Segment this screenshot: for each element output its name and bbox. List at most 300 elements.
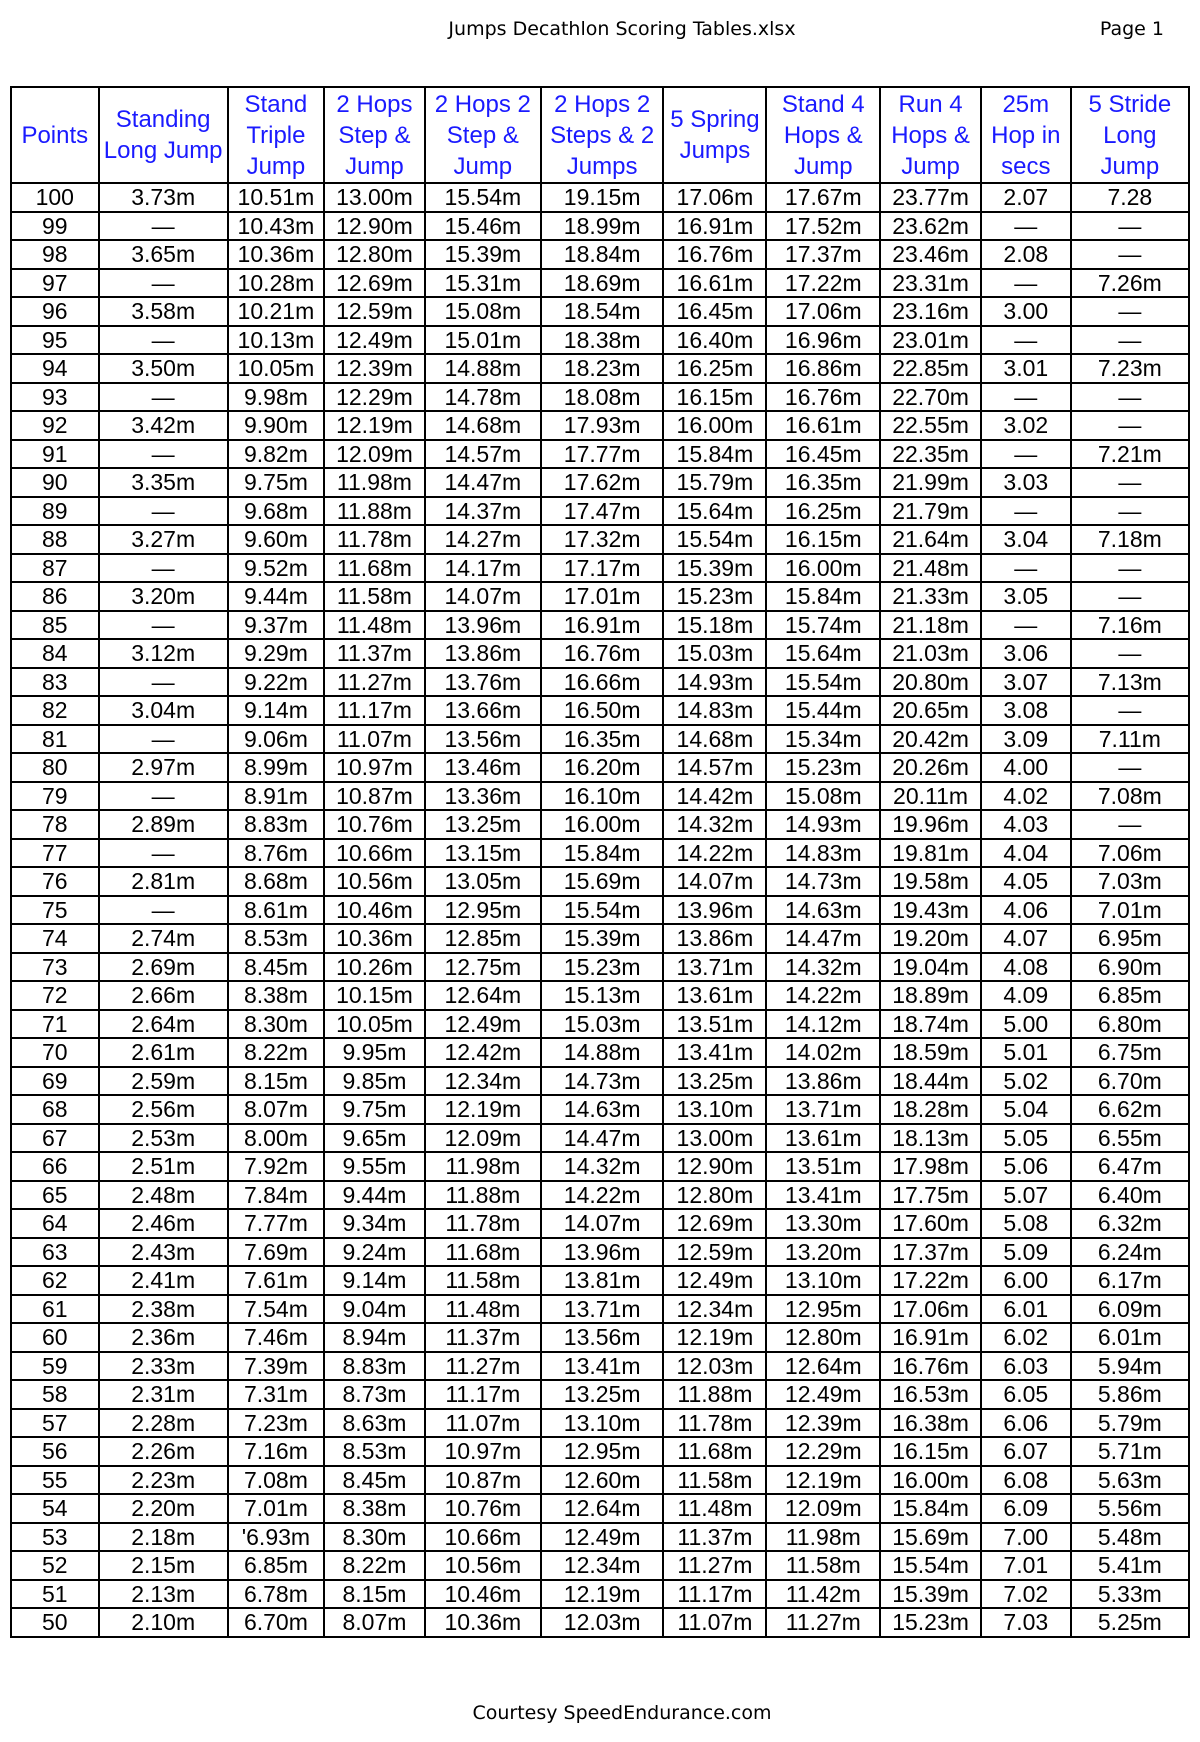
table-cell: 12.85m: [425, 924, 541, 953]
table-row: [11, 1323, 1189, 1352]
table-cell: 15.08m: [766, 782, 880, 811]
table-cell: 7.92m: [228, 1152, 324, 1181]
table-cell: 22.85m: [880, 354, 981, 383]
table-cell: 17.37m: [766, 240, 880, 269]
table-cell: 16.00m: [541, 810, 664, 839]
table-cell: 10.66m: [324, 839, 425, 868]
table-cell: 17.77m: [541, 440, 664, 469]
table-cell: 7.02: [981, 1580, 1071, 1609]
table-row: [11, 183, 1189, 212]
table-cell: 12.42m: [425, 1038, 541, 1067]
table-cell: 16.38m: [880, 1409, 981, 1438]
table-cell: 12.75m: [425, 953, 541, 982]
table-cell: 14.42m: [663, 782, 766, 811]
table-cell: 10.26m: [324, 953, 425, 982]
points-cell: 88: [11, 525, 99, 554]
table-cell: 8.22m: [324, 1551, 425, 1580]
table-cell: 12.49m: [324, 326, 425, 355]
table-cell: 12.29m: [324, 383, 425, 412]
table-cell: 4.09: [981, 981, 1071, 1010]
table-cell: 14.47m: [766, 924, 880, 953]
table-cell: 16.15m: [766, 525, 880, 554]
table-cell: 13.25m: [541, 1380, 664, 1409]
table-cell: 14.63m: [766, 896, 880, 925]
table-cell: 20.42m: [880, 725, 981, 754]
table-cell: 13.71m: [766, 1095, 880, 1124]
table-cell: 9.65m: [324, 1124, 425, 1153]
table-cell: 3.58m: [99, 297, 228, 326]
table-cell: 11.17m: [324, 696, 425, 725]
table-cell: 7.61m: [228, 1266, 324, 1295]
table-cell: 7.03m: [1071, 867, 1189, 896]
table-cell: 16.00m: [766, 554, 880, 583]
table-cell: 5.79m: [1071, 1409, 1189, 1438]
table-cell: 2.46m: [99, 1209, 228, 1238]
table-cell: 6.40m: [1071, 1181, 1189, 1210]
table-cell: 6.06: [981, 1409, 1071, 1438]
table-cell: 12.90m: [663, 1152, 766, 1181]
table-cell: 14.83m: [766, 839, 880, 868]
table-row: [11, 326, 1189, 355]
table-cell: 12.29m: [766, 1437, 880, 1466]
table-cell: 13.51m: [663, 1010, 766, 1039]
table-cell: —: [99, 611, 228, 640]
points-cell: 89: [11, 497, 99, 526]
table-cell: —: [981, 611, 1071, 640]
table-cell: 6.32m: [1071, 1209, 1189, 1238]
points-cell: 87: [11, 554, 99, 583]
table-cell: 23.77m: [880, 183, 981, 212]
table-cell: 19.81m: [880, 839, 981, 868]
table-cell: 6.95m: [1071, 924, 1189, 953]
table-cell: 8.15m: [324, 1580, 425, 1609]
table-cell: 5.07: [981, 1181, 1071, 1210]
table-cell: 8.68m: [228, 867, 324, 896]
table-cell: 13.71m: [541, 1295, 664, 1324]
table-cell: 18.59m: [880, 1038, 981, 1067]
table-cell: 8.73m: [324, 1380, 425, 1409]
table-cell: 9.29m: [228, 639, 324, 668]
table-cell: 5.02: [981, 1067, 1071, 1096]
table-cell: 6.85m: [1071, 981, 1189, 1010]
table-cell: 17.47m: [541, 497, 664, 526]
table-row: [11, 1238, 1189, 1267]
table-cell: 15.64m: [663, 497, 766, 526]
table-cell: —: [1071, 753, 1189, 782]
table-cell: 4.02: [981, 782, 1071, 811]
table-cell: 16.61m: [766, 411, 880, 440]
column-header: 5 Spring Jumps: [663, 87, 766, 183]
table-row: [11, 782, 1189, 811]
table-cell: 8.53m: [228, 924, 324, 953]
table-cell: 4.06: [981, 896, 1071, 925]
table-cell: 14.17m: [425, 554, 541, 583]
scoring-table: [10, 86, 1190, 1638]
table-cell: 5.25m: [1071, 1608, 1189, 1637]
table-cell: 14.57m: [663, 753, 766, 782]
table-cell: 11.37m: [425, 1323, 541, 1352]
table-cell: —: [981, 212, 1071, 241]
table-cell: 3.02: [981, 411, 1071, 440]
table-row: [11, 1352, 1189, 1381]
table-cell: 15.08m: [425, 297, 541, 326]
table-cell: 12.09m: [324, 440, 425, 469]
table-cell: 13.41m: [541, 1352, 664, 1381]
table-row: [11, 639, 1189, 668]
table-cell: 14.37m: [425, 497, 541, 526]
table-cell: 17.06m: [880, 1295, 981, 1324]
table-cell: 3.35m: [99, 468, 228, 497]
table-cell: 6.90m: [1071, 953, 1189, 982]
table-cell: 15.84m: [541, 839, 664, 868]
table-cell: 5.86m: [1071, 1380, 1189, 1409]
table-cell: 10.46m: [425, 1580, 541, 1609]
table-cell: 16.25m: [663, 354, 766, 383]
table-row: [11, 896, 1189, 925]
table-cell: 13.86m: [663, 924, 766, 953]
table-cell: 11.68m: [324, 554, 425, 583]
points-cell: 59: [11, 1352, 99, 1381]
table-cell: 8.63m: [324, 1409, 425, 1438]
table-cell: 13.71m: [663, 953, 766, 982]
table-cell: 14.57m: [425, 440, 541, 469]
table-cell: 7.06m: [1071, 839, 1189, 868]
points-cell: 66: [11, 1152, 99, 1181]
table-cell: 2.23m: [99, 1466, 228, 1495]
table-cell: 10.66m: [425, 1523, 541, 1552]
table-cell: 2.20m: [99, 1494, 228, 1523]
points-cell: 94: [11, 354, 99, 383]
table-cell: 4.05: [981, 867, 1071, 896]
table-cell: 9.52m: [228, 554, 324, 583]
table-cell: 5.71m: [1071, 1437, 1189, 1466]
table-cell: 17.06m: [663, 183, 766, 212]
table-cell: 10.56m: [324, 867, 425, 896]
table-cell: 19.43m: [880, 896, 981, 925]
table-cell: 2.15m: [99, 1551, 228, 1580]
table-cell: 15.03m: [663, 639, 766, 668]
column-header: Stand Triple Jump: [228, 87, 324, 183]
table-cell: 14.93m: [663, 668, 766, 697]
table-cell: 12.03m: [663, 1352, 766, 1381]
table-cell: 7.18m: [1071, 525, 1189, 554]
points-cell: 91: [11, 440, 99, 469]
table-cell: 15.54m: [766, 668, 880, 697]
table-cell: 11.07m: [425, 1409, 541, 1438]
table-cell: 2.64m: [99, 1010, 228, 1039]
table-cell: 15.23m: [766, 753, 880, 782]
table-cell: 7.69m: [228, 1238, 324, 1267]
table-cell: 12.49m: [541, 1523, 664, 1552]
table-cell: 2.81m: [99, 867, 228, 896]
table-cell: 9.24m: [324, 1238, 425, 1267]
table-cell: 3.04m: [99, 696, 228, 725]
table-row: [11, 1209, 1189, 1238]
table-cell: 8.38m: [324, 1494, 425, 1523]
table-cell: 9.60m: [228, 525, 324, 554]
table-cell: 16.50m: [541, 696, 664, 725]
table-cell: 10.21m: [228, 297, 324, 326]
table-row: [11, 1067, 1189, 1096]
table-cell: 12.39m: [766, 1409, 880, 1438]
table-cell: 12.49m: [766, 1380, 880, 1409]
table-cell: 2.66m: [99, 981, 228, 1010]
table-cell: 5.01: [981, 1038, 1071, 1067]
points-cell: 98: [11, 240, 99, 269]
table-cell: —: [99, 554, 228, 583]
table-cell: 11.17m: [663, 1580, 766, 1609]
table-row: [11, 1380, 1189, 1409]
table-cell: 12.34m: [541, 1551, 664, 1580]
table-cell: 22.70m: [880, 383, 981, 412]
table-cell: 15.79m: [663, 468, 766, 497]
table-cell: 12.64m: [541, 1494, 664, 1523]
table-cell: 10.15m: [324, 981, 425, 1010]
table-cell: —: [1071, 326, 1189, 355]
table-cell: 10.97m: [425, 1437, 541, 1466]
table-row: [11, 1523, 1189, 1552]
table-row: [11, 611, 1189, 640]
points-cell: 84: [11, 639, 99, 668]
table-cell: 6.05: [981, 1380, 1071, 1409]
table-cell: 3.73m: [99, 183, 228, 212]
table-cell: 8.45m: [324, 1466, 425, 1495]
table-row: [11, 269, 1189, 298]
table-cell: 18.38m: [541, 326, 664, 355]
table-cell: 10.51m: [228, 183, 324, 212]
table-cell: 11.27m: [663, 1551, 766, 1580]
table-cell: 13.51m: [766, 1152, 880, 1181]
table-cell: 7.77m: [228, 1209, 324, 1238]
table-cell: 13.96m: [541, 1238, 664, 1267]
table-cell: 19.04m: [880, 953, 981, 982]
table-cell: 11.42m: [766, 1580, 880, 1609]
table-cell: 6.70m: [1071, 1067, 1189, 1096]
points-cell: 56: [11, 1437, 99, 1466]
table-cell: 16.76m: [663, 240, 766, 269]
table-cell: 8.53m: [324, 1437, 425, 1466]
table-row: [11, 411, 1189, 440]
table-cell: 14.47m: [425, 468, 541, 497]
table-cell: 16.53m: [880, 1380, 981, 1409]
table-cell: 2.48m: [99, 1181, 228, 1210]
points-cell: 64: [11, 1209, 99, 1238]
table-cell: 9.75m: [228, 468, 324, 497]
table-cell: 3.07: [981, 668, 1071, 697]
table-cell: 12.95m: [766, 1295, 880, 1324]
table-cell: 6.07: [981, 1437, 1071, 1466]
table-cell: 13.10m: [541, 1409, 664, 1438]
table-cell: 11.48m: [425, 1295, 541, 1324]
table-cell: 12.80m: [663, 1181, 766, 1210]
points-cell: 55: [11, 1466, 99, 1495]
table-cell: 11.58m: [324, 582, 425, 611]
table-row: [11, 1466, 1189, 1495]
table-cell: 12.19m: [766, 1466, 880, 1495]
table-cell: —: [1071, 497, 1189, 526]
table-cell: 13.46m: [425, 753, 541, 782]
table-cell: 5.56m: [1071, 1494, 1189, 1523]
table-cell: 2.89m: [99, 810, 228, 839]
table-cell: 16.00m: [880, 1466, 981, 1495]
table-cell: 6.55m: [1071, 1124, 1189, 1153]
table-cell: 4.04: [981, 839, 1071, 868]
table-cell: 3.20m: [99, 582, 228, 611]
document-title: Jumps Decathlon Scoring Tables.xlsx: [448, 18, 796, 40]
table-cell: 12.90m: [324, 212, 425, 241]
points-cell: 63: [11, 1238, 99, 1267]
table-cell: 9.55m: [324, 1152, 425, 1181]
table-cell: 16.45m: [766, 440, 880, 469]
table-cell: 2.31m: [99, 1380, 228, 1409]
table-cell: 12.95m: [541, 1437, 664, 1466]
table-cell: 14.27m: [425, 525, 541, 554]
table-cell: 10.43m: [228, 212, 324, 241]
table-cell: 17.32m: [541, 525, 664, 554]
table-cell: 8.22m: [228, 1038, 324, 1067]
table-cell: 8.38m: [228, 981, 324, 1010]
table-cell: 5.05: [981, 1124, 1071, 1153]
table-cell: 17.60m: [880, 1209, 981, 1238]
points-cell: 82: [11, 696, 99, 725]
table-cell: 12.19m: [663, 1323, 766, 1352]
table-cell: 21.79m: [880, 497, 981, 526]
table-cell: 6.17m: [1071, 1266, 1189, 1295]
table-cell: —: [981, 269, 1071, 298]
table-cell: 7.13m: [1071, 668, 1189, 697]
table-cell: 8.30m: [324, 1523, 425, 1552]
table-row: [11, 582, 1189, 611]
table-cell: 20.26m: [880, 753, 981, 782]
points-cell: 100: [11, 183, 99, 212]
table-cell: 11.58m: [425, 1266, 541, 1295]
table-cell: 7.16m: [228, 1437, 324, 1466]
table-row: [11, 1152, 1189, 1181]
table-cell: 2.43m: [99, 1238, 228, 1267]
table-cell: 13.96m: [663, 896, 766, 925]
table-cell: 3.08: [981, 696, 1071, 725]
table-cell: 9.14m: [324, 1266, 425, 1295]
table-cell: 13.81m: [541, 1266, 664, 1295]
table-cell: —: [1071, 810, 1189, 839]
table-cell: 15.44m: [766, 696, 880, 725]
table-cell: —: [981, 497, 1071, 526]
table-cell: 6.09m: [1071, 1295, 1189, 1324]
table-cell: 13.96m: [425, 611, 541, 640]
table-row: [11, 1409, 1189, 1438]
table-cell: 15.54m: [425, 183, 541, 212]
table-cell: 7.23m: [1071, 354, 1189, 383]
points-cell: 51: [11, 1580, 99, 1609]
table-cell: 9.82m: [228, 440, 324, 469]
table-cell: 9.75m: [324, 1095, 425, 1124]
table-cell: 15.39m: [663, 554, 766, 583]
table-cell: 5.94m: [1071, 1352, 1189, 1381]
table-cell: 7.26m: [1071, 269, 1189, 298]
table-cell: 7.21m: [1071, 440, 1189, 469]
table-cell: —: [99, 326, 228, 355]
table-cell: 16.40m: [663, 326, 766, 355]
table-cell: 16.15m: [663, 383, 766, 412]
table-cell: 13.61m: [766, 1124, 880, 1153]
table-cell: 20.65m: [880, 696, 981, 725]
table-row: [11, 1266, 1189, 1295]
table-cell: 11.98m: [425, 1152, 541, 1181]
points-cell: 93: [11, 383, 99, 412]
table-cell: —: [99, 782, 228, 811]
points-cell: 80: [11, 753, 99, 782]
table-cell: 8.30m: [228, 1010, 324, 1039]
table-cell: 14.07m: [663, 867, 766, 896]
table-cell: 13.25m: [663, 1067, 766, 1096]
table-cell: 21.18m: [880, 611, 981, 640]
table-cell: 10.05m: [324, 1010, 425, 1039]
table-cell: 14.68m: [663, 725, 766, 754]
table-cell: 11.58m: [663, 1466, 766, 1495]
column-header: 25m Hop in secs: [981, 87, 1071, 183]
table-row: [11, 1295, 1189, 1324]
table-cell: 15.69m: [541, 867, 664, 896]
table-cell: 23.46m: [880, 240, 981, 269]
points-cell: 69: [11, 1067, 99, 1096]
table-cell: 14.02m: [766, 1038, 880, 1067]
table-cell: 5.04: [981, 1095, 1071, 1124]
table-cell: 12.19m: [324, 411, 425, 440]
table-row: [11, 468, 1189, 497]
table-cell: 2.51m: [99, 1152, 228, 1181]
table-cell: 9.22m: [228, 668, 324, 697]
table-cell: 8.07m: [324, 1608, 425, 1637]
table-cell: 4.08: [981, 953, 1071, 982]
table-cell: 2.53m: [99, 1124, 228, 1153]
table-cell: —: [99, 383, 228, 412]
table-cell: 14.22m: [541, 1181, 664, 1210]
column-header: 2 Hops 2 Step & Jump: [425, 87, 541, 183]
table-cell: 12.19m: [541, 1580, 664, 1609]
table-cell: 3.01: [981, 354, 1071, 383]
table-cell: 21.99m: [880, 468, 981, 497]
table-row: [11, 696, 1189, 725]
points-cell: 92: [11, 411, 99, 440]
table-body: [11, 183, 1189, 1637]
table-cell: 13.41m: [766, 1181, 880, 1210]
table-cell: 14.78m: [425, 383, 541, 412]
table-row: [11, 1010, 1189, 1039]
table-cell: 8.00m: [228, 1124, 324, 1153]
table-cell: —: [99, 497, 228, 526]
table-row: [11, 810, 1189, 839]
table-cell: 8.61m: [228, 896, 324, 925]
table-cell: 12.60m: [541, 1466, 664, 1495]
table-cell: 17.75m: [880, 1181, 981, 1210]
table-cell: 16.91m: [880, 1323, 981, 1352]
table-row: [11, 981, 1189, 1010]
table-cell: 16.35m: [766, 468, 880, 497]
table-cell: 4.03: [981, 810, 1071, 839]
points-cell: 95: [11, 326, 99, 355]
points-cell: 75: [11, 896, 99, 925]
table-cell: 9.68m: [228, 497, 324, 526]
table-cell: 7.46m: [228, 1323, 324, 1352]
table-cell: 15.64m: [766, 639, 880, 668]
table-row: [11, 1437, 1189, 1466]
table-cell: 8.45m: [228, 953, 324, 982]
table-cell: 11.78m: [663, 1409, 766, 1438]
table-cell: 20.11m: [880, 782, 981, 811]
points-cell: 76: [11, 867, 99, 896]
table-cell: 5.48m: [1071, 1523, 1189, 1552]
table-cell: 12.64m: [425, 981, 541, 1010]
